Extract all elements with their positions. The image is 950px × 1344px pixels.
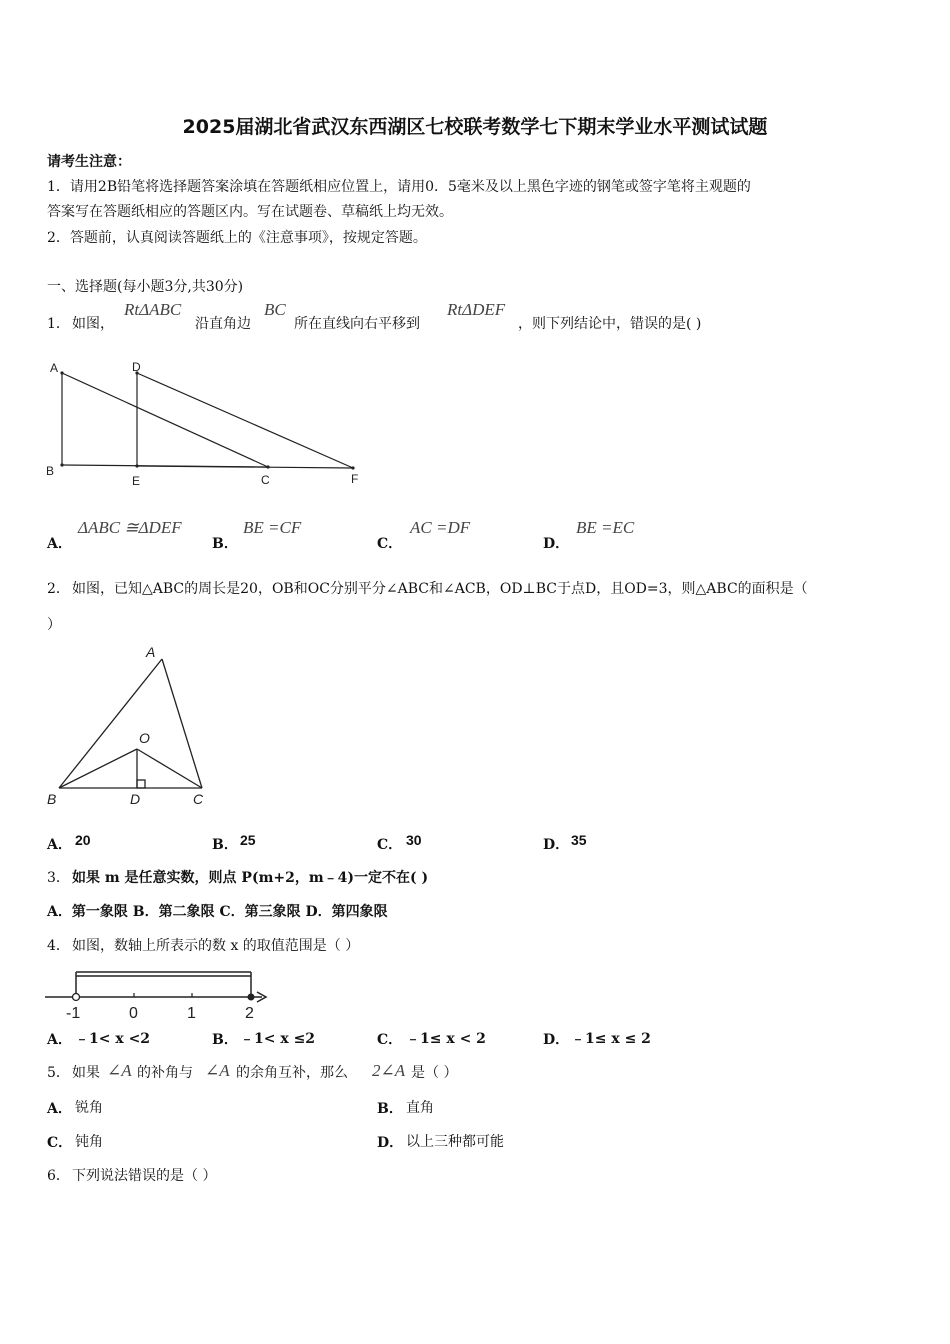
right-angle-mark — [137, 780, 145, 788]
notice-line-1: 1．请用2B铅笔将选择题答案涂填在答题纸相应位置上，请用0．5毫米及以上黑色字迹的钢笔或签字笔将主观题的 — [47, 179, 751, 195]
q3-options[interactable]: A．第一象限 B．第二象限 C．第三象限 D．第四象限 — [47, 904, 388, 920]
q2-option-b-letter[interactable]: B． — [212, 837, 238, 853]
q3-number: 3． — [47, 870, 70, 886]
q4-option-c-letter[interactable]: C． — [377, 1032, 403, 1048]
q5-option-b-letter[interactable]: B． — [377, 1101, 403, 1117]
q1-option-d-value: BE =EC — [576, 518, 635, 537]
closed-endpoint-2 — [248, 994, 255, 1001]
q5-option-d-letter[interactable]: D． — [377, 1135, 404, 1151]
q1-text-3: 所在直线向右平移到 — [294, 316, 420, 332]
q1-math-2: BC — [264, 300, 286, 319]
notice-heading: 请考生注意： — [47, 154, 131, 170]
q1-text-1: 如图， — [72, 316, 114, 332]
q1-option-a-letter[interactable]: A． — [47, 536, 72, 552]
q5-option-c-letter[interactable]: C． — [47, 1135, 73, 1151]
label-o: O — [139, 730, 150, 746]
line-ac — [162, 659, 202, 788]
label-b: B — [47, 791, 57, 807]
q2-option-b-value: 25 — [240, 832, 256, 848]
line-ob — [59, 749, 137, 788]
label-f: F — [351, 472, 359, 486]
q1-option-b-value: BE =CF — [243, 518, 302, 537]
label-c: C — [193, 791, 204, 807]
q2-option-a-value: 20 — [75, 832, 91, 848]
q5-math-3: 2∠A — [372, 1061, 406, 1080]
q5-option-a-value: 锐角 — [75, 1100, 103, 1116]
q2-number: 2． — [47, 581, 70, 597]
page-title: 2025届湖北省武汉东西湖区七校联考数学七下期末学业水平测试试题 — [182, 116, 768, 138]
q5-text-1: 如果 — [72, 1065, 100, 1081]
line-df — [137, 373, 353, 468]
q1-option-d-letter[interactable]: D． — [543, 536, 570, 552]
q6-text: 下列说法错误的是（ ） — [72, 1168, 217, 1184]
notice-line-1b: 答案写在答题纸相应的答题区内。写在试题卷、草稿纸上均无效。 — [47, 204, 453, 220]
q5-number: 5． — [47, 1065, 70, 1081]
q4-option-d-letter[interactable]: D． — [543, 1032, 570, 1048]
q1-math-1: RtΔABC — [124, 300, 182, 319]
tick-label-1: 1 — [187, 1005, 196, 1020]
label-a: A — [50, 361, 59, 375]
q3-text: 如果 m 是任意实数，则点 P(m+2，m﹣4)一定不在( ) — [72, 870, 429, 886]
line-ab — [59, 659, 162, 788]
q4-option-d-value: ﹣1≤ x ≤ 2 — [571, 1031, 651, 1047]
section-heading: 一、选择题(每小题3分,共30分) — [47, 279, 244, 295]
q5-math-1: ∠A — [107, 1061, 132, 1080]
q5-option-a-letter[interactable]: A． — [47, 1101, 72, 1117]
q1-math-3: RtΔDEF — [447, 300, 506, 319]
q1-option-b-letter[interactable]: B． — [212, 536, 238, 552]
q5-math-2: ∠A — [205, 1061, 230, 1080]
q2-option-a-letter[interactable]: A． — [47, 837, 72, 853]
q5-option-b-value: 直角 — [406, 1100, 434, 1116]
q4-number-line — [40, 962, 280, 1020]
q4-number: 4． — [47, 938, 70, 954]
tick-label-2: 2 — [245, 1005, 254, 1020]
q4-option-a-value: ﹣1< x <2 — [75, 1031, 151, 1047]
q4-option-c-value: ﹣1≤ x < 2 — [406, 1031, 486, 1047]
q1-number: 1． — [47, 316, 70, 332]
q1-text-4: ，则下列结论中，错误的是( ) — [518, 316, 702, 332]
q5-option-c-value: 钝角 — [75, 1134, 103, 1150]
label-b: B — [46, 464, 55, 478]
tick-label-0: 0 — [129, 1005, 138, 1020]
label-d: D — [132, 360, 141, 374]
q2-option-d-value: 35 — [571, 832, 587, 848]
q2-option-c-value: 30 — [406, 832, 422, 848]
q1-option-c-letter[interactable]: C． — [377, 536, 403, 552]
q1-option-c-value: AC =DF — [410, 518, 471, 537]
q4-text: 如图，数轴上所表示的数 x 的取值范围是（ ） — [72, 938, 360, 954]
q1-figure — [40, 355, 380, 495]
q4-option-b-value: ﹣1< x ≤2 — [240, 1031, 316, 1047]
q2-option-d-letter[interactable]: D． — [543, 837, 570, 853]
q2-figure — [40, 642, 220, 812]
label-c: C — [261, 473, 270, 487]
q4-option-a-letter[interactable]: A． — [47, 1032, 72, 1048]
label-e: E — [132, 474, 141, 488]
q6-number: 6． — [47, 1168, 70, 1184]
line-ac — [62, 373, 268, 467]
q5-text-2: 的补角与 — [137, 1065, 193, 1081]
q5-text-4: 是（ ） — [411, 1065, 458, 1081]
notice-line-2: 2．答题前，认真阅读答题纸上的《注意事项》，按规定答题。 — [47, 230, 427, 246]
q2-text: 如图，已知△ABC的周长是20，OB和OC分别平分∠ABC和∠ACB，OD⊥BC于点D，且OD=3，则△ABC的面积是（ — [72, 581, 808, 597]
label-d: D — [130, 791, 141, 807]
q2-option-c-letter[interactable]: C． — [377, 837, 403, 853]
q5-text-3: 的余角互补，那么 — [236, 1065, 348, 1081]
q2-text-end: ） — [47, 617, 61, 633]
open-endpoint-minus1 — [73, 994, 80, 1001]
q5-option-d-value: 以上三种都可能 — [406, 1134, 504, 1150]
q1-text-2: 沿直角边 — [195, 316, 251, 332]
tick-label-minus1: -1 — [66, 1005, 81, 1020]
label-a: A — [146, 644, 156, 660]
q1-option-a-value: ΔABC ≅ΔDEF — [78, 518, 182, 537]
q4-option-b-letter[interactable]: B． — [212, 1032, 238, 1048]
